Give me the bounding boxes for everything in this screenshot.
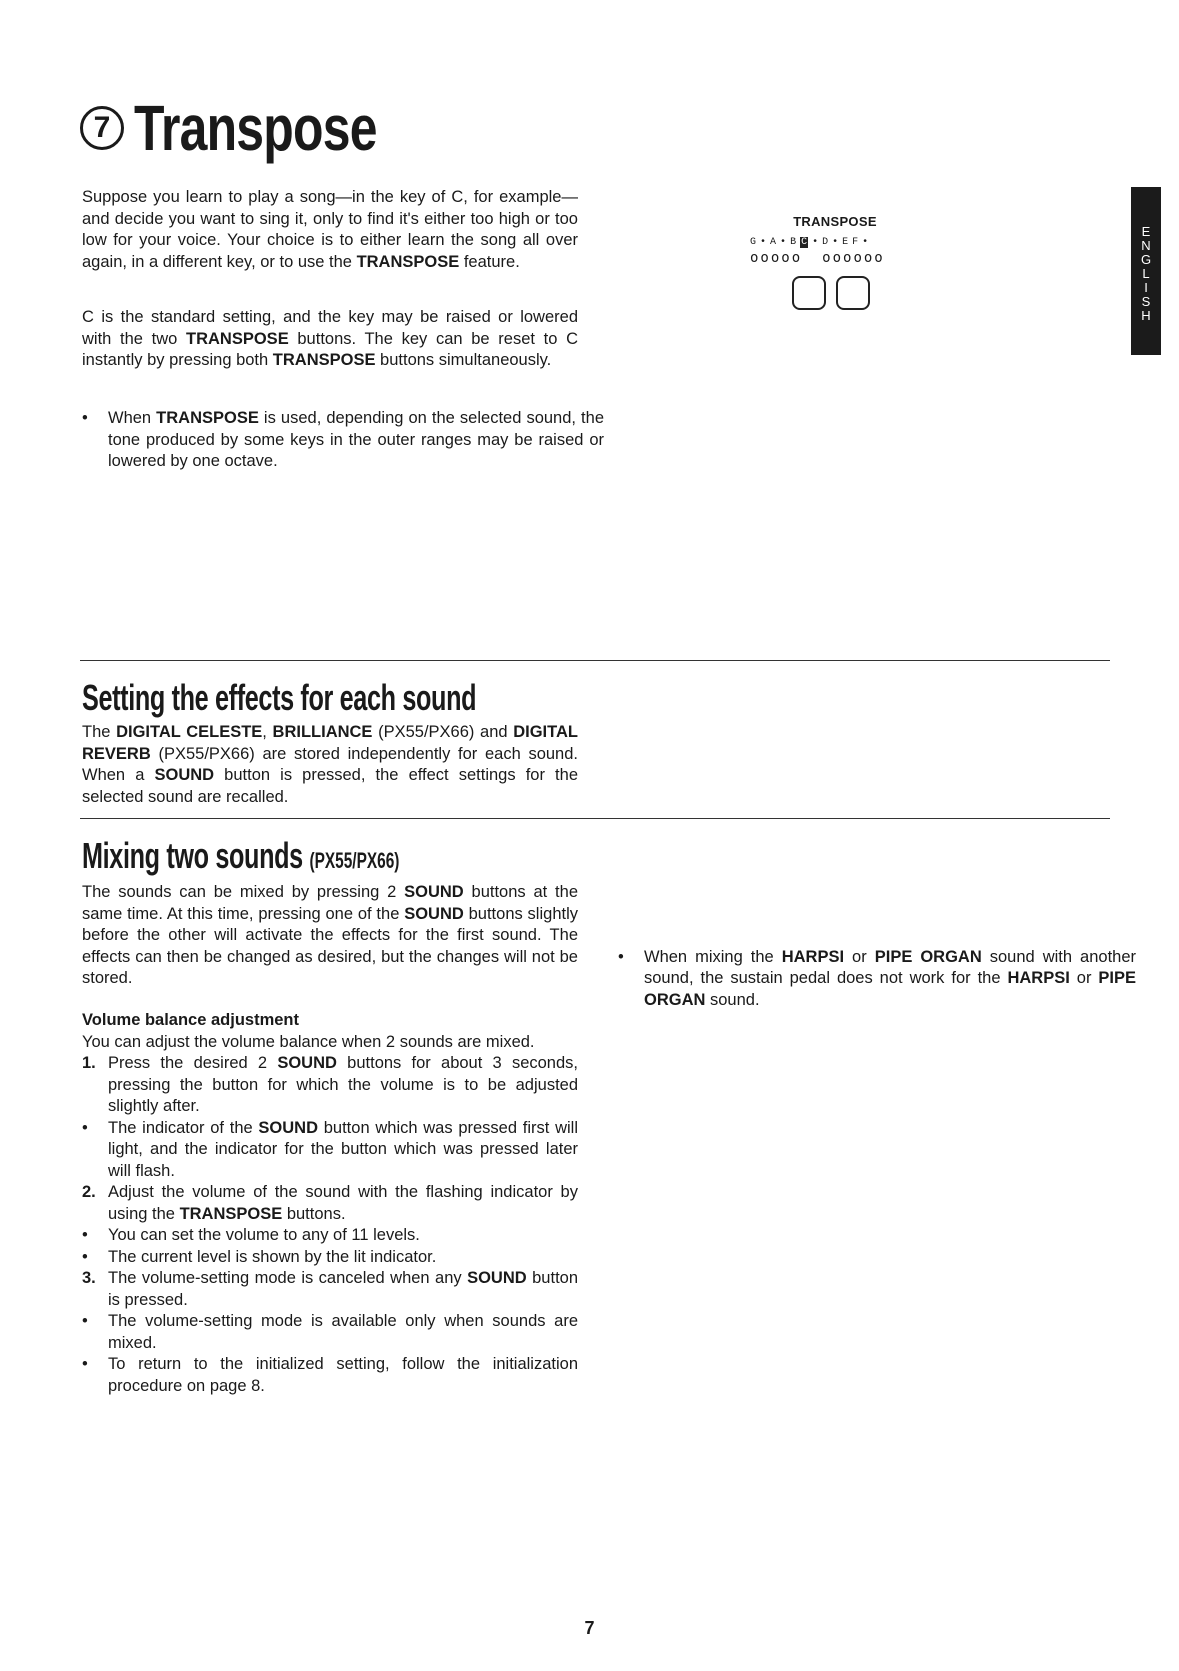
numbered-step: 2. Adjust the volume of the sound with the flashing indicator by using the TRANSPOSE buttons. — [82, 1183, 578, 1223]
note-label: G — [750, 237, 757, 248]
note-label: E — [842, 237, 849, 248]
page-title: Transpose — [134, 92, 377, 164]
section-divider — [80, 660, 1110, 661]
tab-letter: H — [1141, 308, 1151, 323]
transpose-up-button-icon — [836, 276, 870, 310]
transpose-panel-label: TRANSPOSE — [793, 214, 877, 229]
section-divider — [80, 818, 1110, 819]
transpose-panel-illustration — [750, 214, 950, 310]
step-note-bullet: • The current level is shown by the lit indicator. — [82, 1247, 578, 1269]
mixing-right-bullet: • When mixing the HARPSI or PIPE ORGAN sound with another sound, the sustain pedal does not work for the HARPSI or PIPE ORGAN sound. — [618, 947, 1136, 1012]
step-note-bullet: • The volume-setting mode is available only when sounds are mixed. — [82, 1311, 578, 1354]
volume-balance-section — [82, 1010, 578, 1397]
sharp-dot-icon: • — [780, 237, 787, 248]
sharp-dot-icon: • — [862, 237, 869, 248]
note-label: B — [790, 237, 797, 248]
led-row-right: oooooo — [822, 250, 885, 266]
transpose-down-button-icon — [792, 276, 826, 310]
sharp-dot-icon: • — [832, 237, 839, 248]
mixing-paragraph: The sounds can be mixed by pressing 2 SOUND buttons at the same time. At this time, pressing one of the SOUND buttons slightly before the other will activate the effects for the first sound. The effects can then be changed as desired, but the changes will not be stored. — [82, 883, 578, 987]
note-label: A — [770, 237, 777, 248]
numbered-step: 3. The volume-setting mode is canceled when any SOUND button is pressed. — [82, 1269, 578, 1309]
note-indicator-labels — [750, 237, 950, 248]
step-note-bullet: • To return to the initialized setting, follow the initialization procedure on page 8. — [82, 1354, 578, 1397]
led-indicators — [750, 250, 950, 266]
tab-letter: L — [1142, 266, 1150, 281]
volume-balance-steps — [82, 1053, 578, 1397]
page-number: 7 — [584, 1618, 595, 1638]
step-note-bullet: • You can set the volume to any of 11 levels. — [82, 1225, 578, 1247]
tab-letter: G — [1140, 252, 1152, 267]
tab-letter: I — [1144, 280, 1148, 295]
tab-letter: S — [1141, 294, 1151, 309]
tab-letter: N — [1141, 238, 1151, 253]
sharp-dot-icon: • — [760, 237, 767, 248]
tab-letter: E — [1141, 224, 1151, 239]
transpose-paragraph-2: C is the standard setting, and the key may be raised or lowered with the two TRANSPOSE buttons. The key can be reset to C instantly by pressing both TRANSPOSE buttons simultaneously. — [82, 308, 578, 369]
transpose-note-bullet: • When TRANSPOSE is used, depending on the selected sound, the tone produced by some keys in the outer ranges may be raised or lowered by one octave. — [82, 408, 604, 473]
section-title-transpose — [80, 92, 445, 164]
led-row-left: ooooo — [750, 250, 803, 266]
volume-balance-intro: You can adjust the volume balance when 2 sounds are mixed. — [82, 1032, 535, 1051]
numbered-step: 1. Press the desired 2 SOUND buttons for about 3 seconds, pressing the button for which the volume is to be adjusted slightly after. — [82, 1054, 578, 1115]
effects-paragraph: The DIGITAL CELESTE, BRILLIANCE (PX55/PX66) and DIGITAL REVERB (PX55/PX66) are stored independently for each sound. When a SOUND button is pressed, the effect settings for the selected sound are recalled. — [82, 723, 578, 806]
note-label: F — [852, 237, 859, 248]
language-tab-english — [1131, 187, 1161, 355]
note-label: D — [822, 237, 829, 248]
step-note-bullet: • The indicator of the SOUND button which was pressed first will light, and the indicator for the button which was pressed later will flash. — [82, 1118, 578, 1183]
transpose-paragraph-1: Suppose you learn to play a song—in the key of C, for example—and decide you want to sing it, only to find it's either too high or too low for your voice. Your choice is to either learn the song all over again, in a different key, or to use the TRANSPOSE feature. — [82, 188, 578, 271]
volume-balance-heading: Volume balance adjustment — [82, 1011, 299, 1029]
section-title-models: (PX55/PX66) — [309, 848, 400, 873]
note-label: C — [801, 237, 808, 248]
sharp-dot-icon: • — [812, 237, 819, 248]
transpose-buttons — [792, 276, 950, 310]
section-number: 7 — [80, 106, 124, 150]
section-title-mixing: Mixing two sounds (PX55/PX66) — [82, 835, 400, 876]
section-title-effects: Setting the effects for each sound — [82, 677, 477, 718]
